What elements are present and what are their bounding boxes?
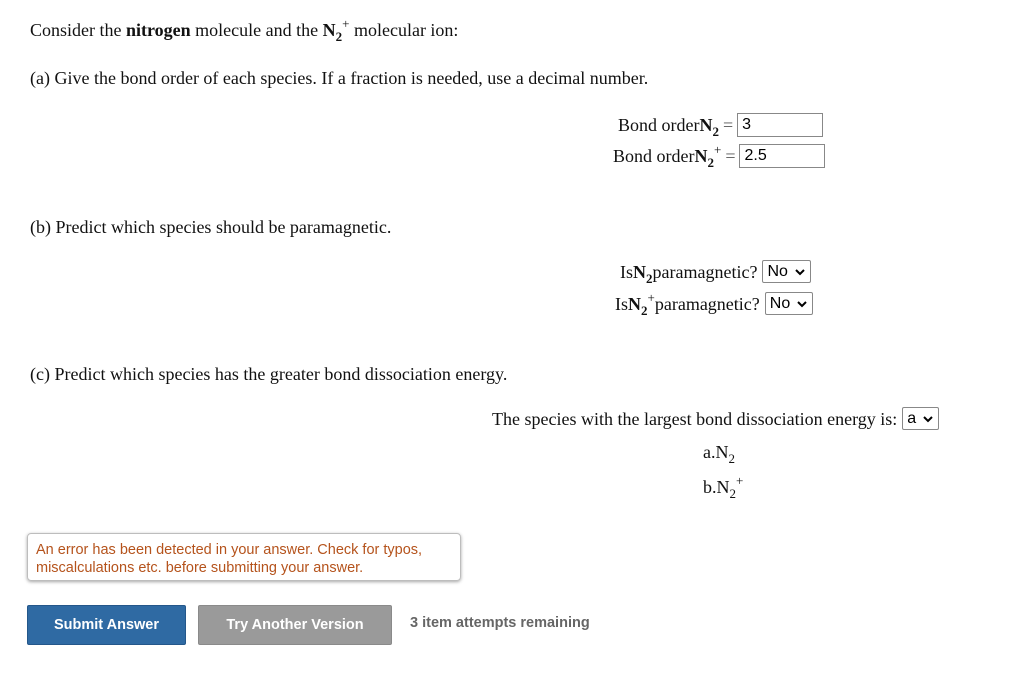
formula-subscript: 2 [335,29,343,44]
formula-element: N [716,477,730,497]
select-value: a [907,409,917,427]
formula-element: N [628,293,641,314]
submit-answer-button[interactable]: Submit Answer [27,605,186,645]
bond-order-n2plus-input[interactable] [739,144,825,168]
bond-order-n2-input[interactable] [737,113,823,137]
equals-sign: = [722,115,734,135]
bde-select[interactable] [902,407,939,430]
intro-text [30,16,459,44]
formula-charge: + [647,289,655,305]
chevron-down-icon [922,413,934,425]
formula-element: N [694,146,708,166]
formula-charge: + [342,16,350,31]
intro-text-middle: molecule and the [190,20,323,40]
n2plus-formula [716,473,744,501]
paramagnetic-label: paramagnetic? [652,261,758,282]
error-message: An error has been detected in your answer. Check for typos, miscalculations etc. before submitting your answer. [27,533,461,581]
n2plus-paramagnetic-row [615,289,813,318]
option-a-prefix: a. [703,442,716,462]
n2-paramagnetic-select[interactable] [762,260,810,283]
formula-element: N [633,261,646,282]
n2-formula [633,261,653,286]
n2-formula [699,114,719,139]
bond-order-label: Bond order [613,146,695,166]
n2-formula [715,441,736,466]
formula-charge: + [713,142,722,157]
n2plus-formula [322,16,350,44]
option-b [703,473,744,501]
is-label: Is [620,261,633,282]
formula-element: N [699,115,713,135]
part-c-prompt: (c) Predict which species has the greater bond dissociation energy. [30,364,508,384]
paramagnetic-label: paramagnetic? [654,293,760,314]
option-a [703,441,735,466]
intro-text-before: Consider the [30,20,126,40]
chevron-down-icon [796,298,808,310]
bond-order-n2plus-row [613,144,825,168]
bde-question-row [492,407,939,430]
bond-order-label: Bond order [618,115,700,135]
formula-subscript: 2 [728,451,735,466]
n2plus-paramagnetic-select[interactable] [765,292,813,315]
formula-subscript: 2 [729,486,736,501]
try-another-version-button[interactable]: Try Another Version [198,605,392,645]
option-b-prefix: b. [703,477,717,497]
is-label: Is [615,293,628,314]
n2plus-formula [628,289,655,318]
part-b-prompt: (b) Predict which species should be paramagnetic. [30,217,392,237]
part-a-prompt: (a) Give the bond order of each species. If a fraction is needed, use a decimal number. [30,68,649,88]
formula-charge: + [736,473,744,488]
attempts-remaining: 3 item attempts remaining [410,615,590,631]
formula-subscript: 2 [712,124,719,139]
bond-order-n2-row [618,113,823,137]
select-value: No [767,262,788,280]
n2-paramagnetic-row [620,260,811,286]
formula-subscript: 2 [707,155,714,170]
n2plus-formula [694,142,722,170]
formula-subscript: 2 [641,302,648,318]
select-value: No [769,294,791,312]
chevron-down-icon [794,266,806,278]
bde-question: The species with the largest bond dissociation energy is: [492,408,898,429]
equals-sign: = [725,146,736,166]
intro-text-after: molecular ion: [349,20,459,40]
intro-bold-word: nitrogen [126,20,191,40]
formula-subscript: 2 [646,270,653,286]
formula-element: N [322,20,336,40]
formula-element: N [715,442,729,462]
